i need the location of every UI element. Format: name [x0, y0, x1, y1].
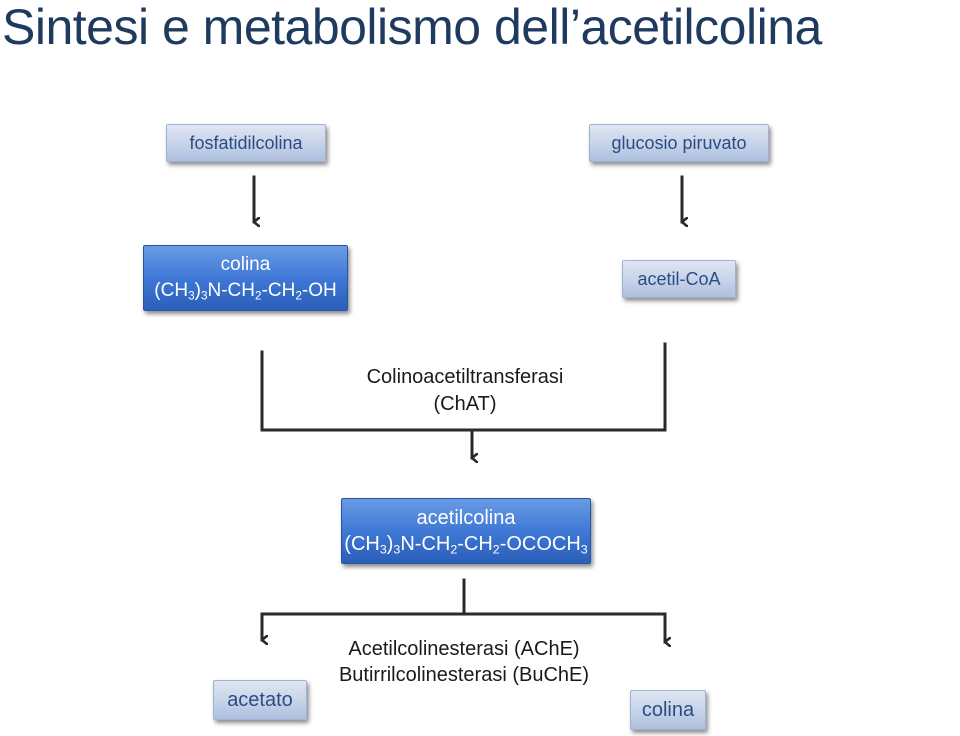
acetilcolina-formula: $(CH_3)_3N-CH_2-CH_2-OCOCH_3$: [344, 533, 588, 557]
acetilcolina-box: [341, 498, 591, 564]
chat-enzyme-name: Colinoacetiltransferasi: [366, 366, 564, 388]
chat-enzyme-abbrev: (ChAT): [433, 393, 497, 415]
page-title: Sintesi e metabolismo dell’acetilcolina: [2, 0, 822, 55]
colina-label: colina: [220, 254, 271, 275]
colina-box: [143, 245, 348, 311]
acetil-coa-box: [622, 260, 736, 298]
colina-formula: $(CH_3)_3N-CH_2-CH_2-OH$: [154, 280, 337, 303]
glucosio-piruvato-box: [589, 124, 769, 162]
fosfatidilcolina-label: fosfatidilcolina: [189, 133, 303, 153]
colina-product-box: [630, 690, 706, 730]
cholinesterase-enzymes-label: [330, 636, 598, 688]
acetato-label: acetato: [227, 689, 293, 711]
acetil-coa-label: acetil-CoA: [637, 269, 721, 289]
acetato-box: [213, 680, 307, 720]
colina-product-label: colina: [641, 699, 695, 721]
chat-enzyme-label: [340, 364, 590, 418]
ache-enzyme-name: Acetilcolinesterasi (AChE): [348, 638, 580, 660]
buche-enzyme-name: Butirrilcolinesterasi (BuChE): [338, 664, 590, 686]
glucosio-piruvato-label: glucosio piruvato: [611, 133, 747, 153]
fosfatidilcolina-box: [166, 124, 326, 162]
acetilcolina-label: acetilcolina: [416, 507, 516, 529]
